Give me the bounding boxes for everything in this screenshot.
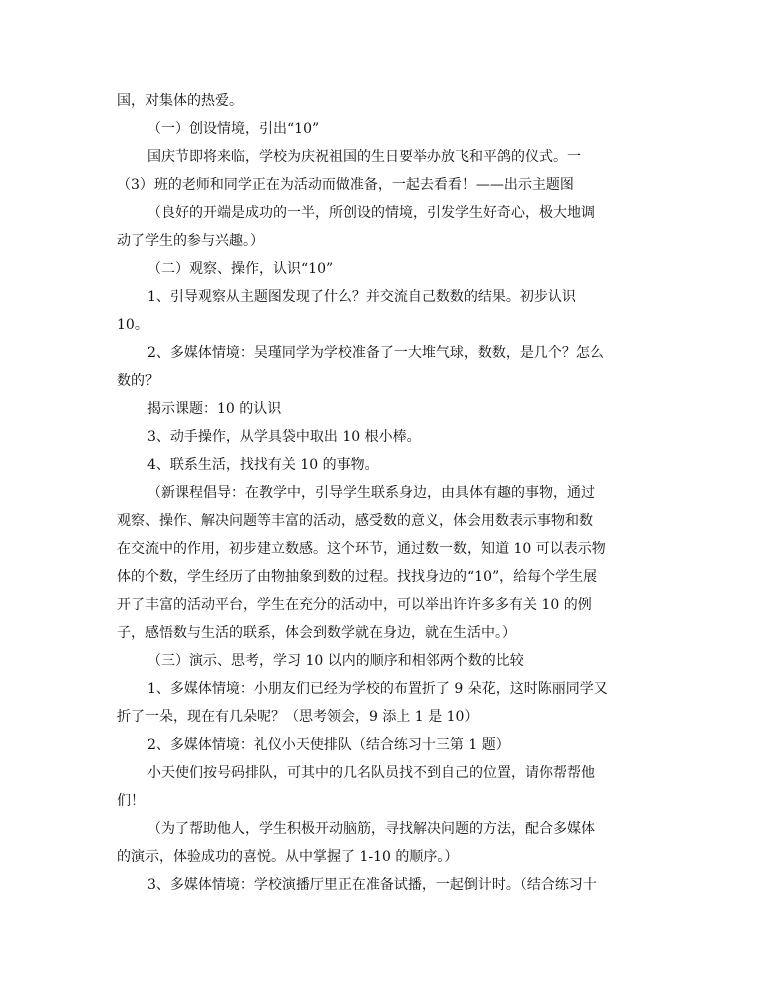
document-body <box>117 87 657 899</box>
text-line: 在交流中的作用，初步建立数感。这个环节，通过数一数，知道 10 可以表示物 <box>117 541 606 557</box>
text-line: 3、多媒体情境：学校演播厅里正在准备试播，一起倒计时。（结合练习十 <box>147 877 597 893</box>
text-line: 体的个数，学生经历了由物抽象到数的过程。找找身边的“10”，给每个学生展 <box>117 569 598 585</box>
text-line: 们！ <box>117 793 145 809</box>
text-line: 国，对集体的热爱。 <box>117 93 243 109</box>
text-line: （良好的开端是成功的一半，所创设的情境，引发学生好奇心，极大地调 <box>147 205 595 221</box>
text-line: 数的？ <box>117 373 159 389</box>
text-line: 2、多媒体情境：礼仪小天使排队（结合练习十三第 1 题） <box>147 737 510 753</box>
text-line: 2、多媒体情境：吴瑾同学为学校准备了一大堆气球，数数，是几个？怎么 <box>147 345 604 361</box>
text-line: 1、多媒体情境：小朋友们已经为学校的布置折了 9 朵花，这时陈丽同学又 <box>147 681 608 697</box>
text-line: 折了一朵，现在有几朵呢？（思考领会，9 添上 1 是 10） <box>117 709 479 725</box>
section-heading: （一）创设情境，引出“10” <box>147 121 320 137</box>
text-line: 10。 <box>117 317 149 333</box>
text-line: 小天使们按号码排队，可其中的几名队员找不到自己的位置，请你帮帮他 <box>147 765 595 781</box>
text-line: 4、联系生活，找找有关 10 的事物。 <box>147 457 379 473</box>
text-line: （新课程倡导：在教学中，引导学生联系身边，由具体有趣的事物，通过 <box>147 485 595 501</box>
text-line: 揭示课题：10 的认识 <box>147 401 282 417</box>
text-line: 3、动手操作，从学具袋中取出 10 根小棒。 <box>147 429 421 445</box>
text-line: 国庆节即将来临，学校为庆祝祖国的生日要举办放飞和平鸽的仪式。一 <box>147 149 581 165</box>
text-line: 子，感悟数与生活的联系，体会到数学就在身边，就在生活中。） <box>117 625 516 641</box>
section-heading: （二）观察、操作，认识“10” <box>147 261 334 277</box>
text-line: 开了丰富的活动平台，学生在充分的活动中，可以举出许许多多有关 10 的例 <box>117 597 592 613</box>
text-line: 的演示，体验成功的喜悦。从中掌握了 1-10 的顺序。） <box>117 849 459 865</box>
text-line: 1、引导观察从主题图发现了什么？并交流自己数数的结果。初步认识 <box>147 289 576 305</box>
text-line: 动了学生的参与兴趣。） <box>117 233 264 249</box>
section-heading: （三）演示、思考，学习 10 以内的顺序和相邻两个数的比较 <box>147 653 524 669</box>
text-line: （为了帮助他人，学生积极开动脑筋，寻找解决问题的方法，配合多媒体 <box>147 821 595 837</box>
text-line: 观察、操作、解决问题等丰富的活动，感受数的意义，体会用数表示事物和数 <box>117 513 593 529</box>
text-line: （3）班的老师和同学正在为活动而做准备，一起去看看！——出示主题图 <box>117 177 574 193</box>
